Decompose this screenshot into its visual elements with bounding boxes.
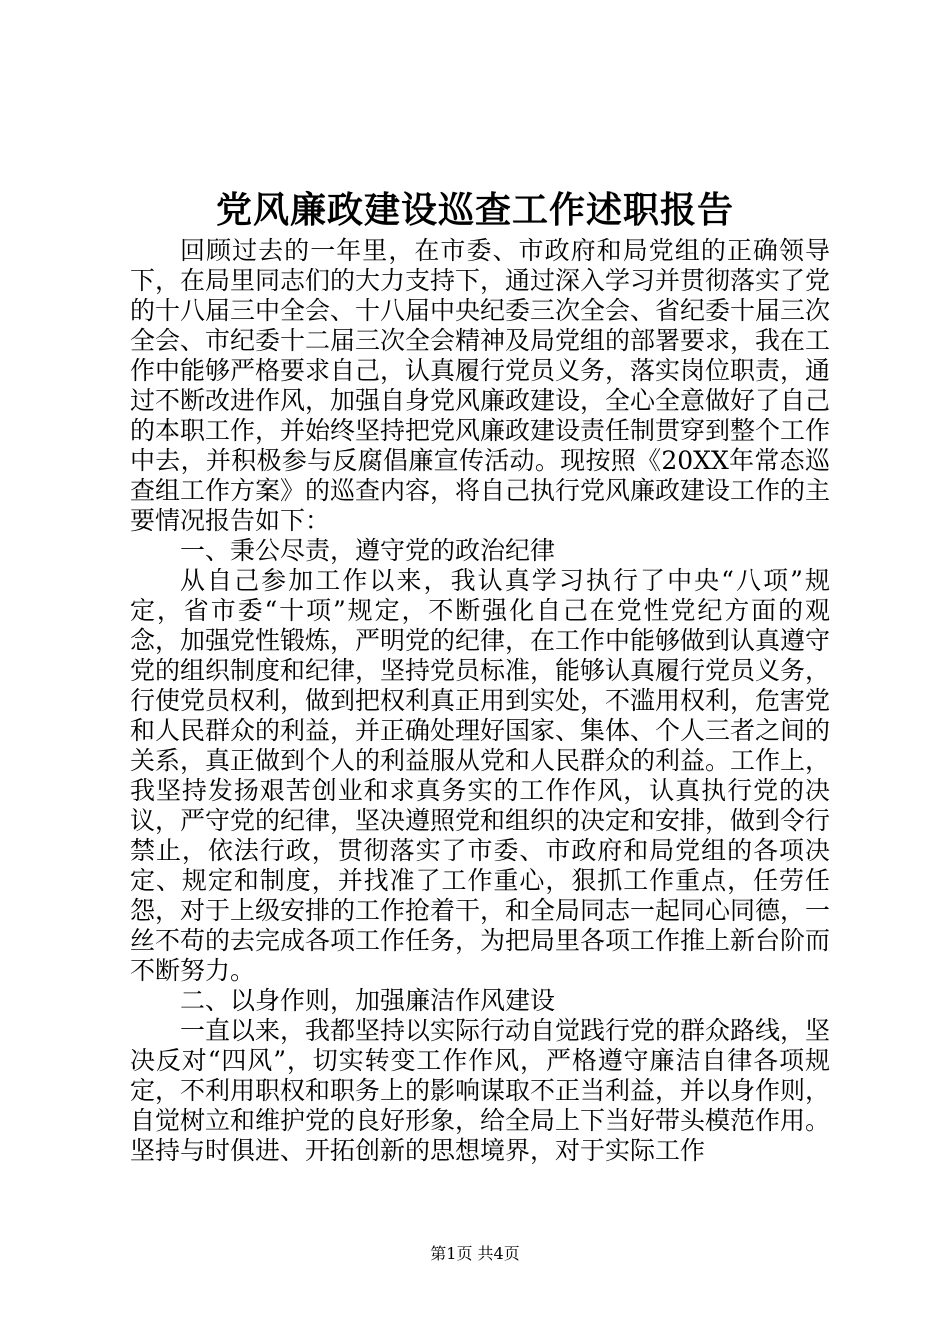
paragraph-section-1: 从自己参加工作以来，我认真学习执行了中央“八项”规定，省市委“十项”规定，不断强化自己在党性党纪方面的观念，加强党性锻炼，严明党的纪律，在工作中能够做到认真遵守党的组织制度和纪律，坚持党员标准，能够认真履行党员义务，行使党员权利，做到把权利真正用到实处，不滥用权利，危害党和人民群众的利益，并正确处理好国家、集体、个人三者之间的关系，真正做到个人的利益服从党和人民群众的利益。工作上，我坚持发扬艰苦创业和求真务实的工作作风，认真执行党的决议，严守党的纪律，坚决遵照党和组织的决定和安排，做到令行禁止，依法行政，贯彻落实了市委、市政府和局党组的各项决定、规定和制度，并找准了工作重心，狠抓工作重点，任劳任怨，对于上级安排的工作抢着干，和全局同志一起同心同德，一丝不苟的去完成各项工作任务，为把局里各项工作推上新台阶而不断努力。 — [130, 566, 831, 985]
page-footer: 第1页 共4页 — [430, 1244, 520, 1263]
section-heading-2: 二、以身作则，加强廉洁作风建设 — [180, 986, 556, 1015]
document-body — [130, 236, 830, 1166]
document-title: 党风廉政建设巡查工作述职报告 — [215, 189, 734, 231]
paragraph-section-2: 一直以来，我都坚持以实际行动自觉践行党的群众路线，坚决反对“四风”，切实转变工作作风，严格遵守廉洁自律各项规定，不利用职权和职务上的影响谋取不正当利益，并以身作则，自觉树立和维护党的良好形象，给全局上下当好带头模范作用。坚持与时俱进、开拓创新的思想境界，对于实际工作 — [130, 1016, 831, 1165]
section-heading-1: 一、秉公尽责，遵守党的政治纪律 — [180, 536, 556, 565]
paragraph-intro: 回顾过去的一年里，在市委、市政府和局党组的正确领导下，在局里同志们的大力支持下，通过深入学习并贯彻落实了党的十八届三中全会、十八届中央纪委三次全会、省纪委十届三次全会、市纪委十二届三次全会精神及局党组的部署要求，我在工作中能够严格要求自己，认真履行党员义务，落实岗位职责，通过不断改进作风，加强自身党风廉政建设，全心全意做好了自己的本职工作，并始终坚持把党风廉政建设责任制贯穿到整个工作中去，并积极参与反腐倡廉宣传活动。现按照《20XX年常态巡查组工作方案》的巡查内容，将自己执行党风廉政建设工作的主要情况报告如下： — [130, 236, 831, 535]
